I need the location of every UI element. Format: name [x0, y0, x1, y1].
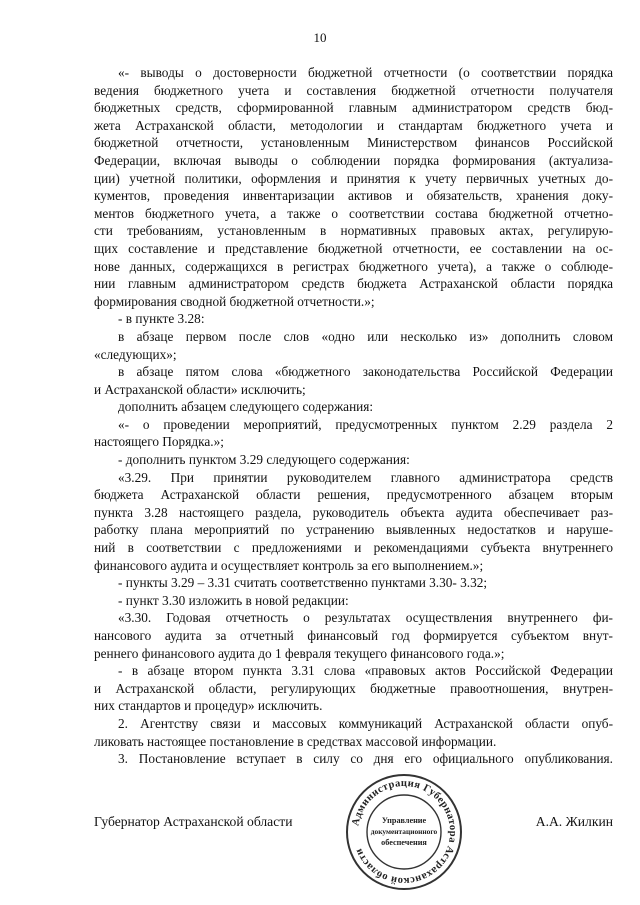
text-line: в абзаце первом после слов «одно или несколько из» дополнить словом [118, 328, 613, 344]
text-line: - в пункте 3.28: [118, 311, 205, 327]
stamp-center-line: документационного [370, 827, 438, 836]
text-line: работку плана мероприятий по устранению выявленных недостатков и наруше- [94, 522, 613, 538]
text-line: «3.30. Годовая отчетность о результатах осуществления внутреннего фи- [118, 610, 613, 626]
text-line: ции) учетной политики, оформления и принятия к учету первичных учетных до- [94, 170, 613, 186]
text-line: нове данных, содержащихся в регистрах бюджетного учета), а также о соблюде- [94, 258, 613, 274]
text-line: формирования сводной бюджетной отчетности.»; [94, 293, 375, 309]
text-line: нансового аудита за отчетный финансовый год формируется субъектом внут- [94, 628, 613, 643]
text-line: пункта 3.28 настоящего раздела, руководитель объекта аудита обеспечивает раз- [94, 504, 613, 520]
text-line: бюджета Астраханской области решения, предусмотренного абзацем вторым [94, 487, 613, 503]
text-line: ведения бюджетного учета и составления бюджетной отчетности получателя [94, 82, 613, 98]
text-line: бюджетных средств, сформированной главным администратором средств бюд- [94, 100, 613, 116]
text-line: ний в соответствии с предложениями и рекомендациями субъекта внутреннего [94, 540, 613, 556]
text-line: Федерации, включая выводы о соблюдении порядка формирования (актуализа- [94, 152, 613, 168]
text-line: в абзаце пятом слова «бюджетного законодательства Российской Федерации [118, 364, 613, 380]
text-line: настоящего Порядка.»; [94, 434, 224, 450]
text-line: ментов бюджетного учета, а также о соответствии состава бюджетной отчетно- [94, 205, 613, 221]
stamp-outer-text: Администрация Губернатора Астраханской области [350, 777, 459, 887]
text-line: - пункты 3.29 – 3.31 считать соответственно пунктами 3.30- 3.32; [118, 575, 488, 591]
text-line: - пункт 3.30 изложить в новой редакции: [118, 592, 349, 608]
stamp-center-line: Управление [381, 816, 427, 825]
text-line: нии главным администратором средств бюджета Астраханской области порядка [94, 276, 613, 292]
text-line: и Астраханской области» исключить; [94, 381, 306, 397]
text-line: 2. Агентству связи и массовых коммуникаций Астраханской области опуб- [118, 715, 613, 731]
text-line: сти требованиям, установленным в нормативных правовых актах, регулирую- [94, 223, 613, 239]
text-line: финансового аудита и осуществляет контроль за его выполнением.»; [94, 557, 484, 573]
text-line: жета Астраханской области, методологии и стандартам бюджетного учета и [94, 117, 613, 133]
text-line: кументов, проведения инвентаризации активов и обязательств, хранения доку- [94, 188, 613, 204]
text-line: - дополнить пунктом 3.29 следующего содержания: [118, 452, 410, 468]
stamp-center-line: обеспечения [381, 838, 427, 847]
official-seal-stamp [344, 772, 464, 892]
signer-title: Губернатор Астраханской области [94, 814, 293, 829]
page-number: 10 [313, 30, 327, 45]
document-body [94, 64, 613, 768]
text-line: «следующих»; [94, 346, 177, 362]
signer-name: А.А. Жилкин [535, 814, 613, 829]
text-line: «- выводы о достоверности бюджетной отчетности (о соответствии порядка [118, 65, 613, 80]
text-line: них стандартов и процедур» исключить. [94, 698, 323, 714]
text-line: - в абзаце втором пункта 3.31 слова «правовых актов Российской Федерации [118, 663, 613, 679]
text-line: и Астраханской области, регулирующих бюджетные правоотношения, внутрен- [94, 680, 613, 696]
text-line: «3.29. При принятии руководителем главного администратора средств [118, 469, 613, 485]
text-line: 3. Постановление вступает в силу со дня его официального опубликования. [118, 751, 613, 767]
text-line: дополнить абзацем следующего содержания: [118, 399, 374, 415]
text-line: «- о проведении мероприятий, предусмотренных пунктом 2.29 раздела 2 [118, 416, 613, 432]
text-line: бюджетной отчетности, установленным Министерством финансов Российской [94, 135, 613, 151]
text-line: ликовать настоящее постановление в средствах массовой информации. [94, 733, 497, 749]
text-line: реннего финансового аудита до 1 февраля текущего финансового года.»; [94, 645, 505, 661]
text-line: щих составление и представление бюджетной отчетности, ее составлении на ос- [94, 240, 613, 256]
